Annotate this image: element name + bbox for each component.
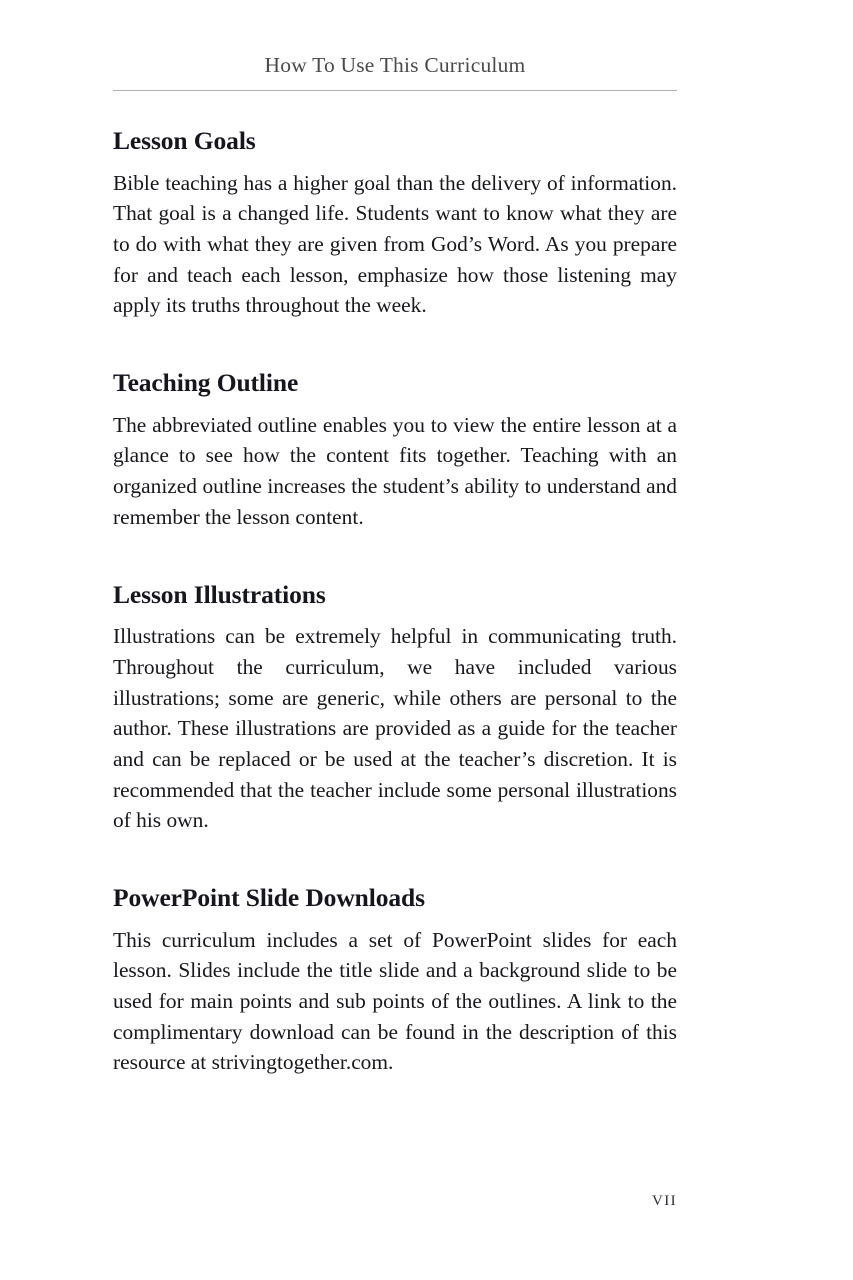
page-folio [113, 1192, 677, 1210]
page-number: VII [651, 1193, 677, 1209]
section-lesson-illustrations [113, 580, 677, 837]
section-heading: Lesson Illustrations [113, 579, 326, 609]
section-paragraph: Illustrations can be extremely helpful in communicating truth. Throughout the curriculum, we have included various illustrations; some are generic, while others are personal to the author. These illustrations are provided as a guide for the teacher and can be replaced or be used at the teacher’s discretion. It is recommended that the teacher include some personal illustrations of his own. [113, 624, 677, 833]
section-teaching-outline [113, 368, 677, 532]
section-paragraph: This curriculum includes a set of PowerPoint slides for each lesson. Slides include the title slide and a background slide to be used for main points and sub points of the outlines. A link to the complimentary download can be found in the description of this resource at strivingtogether.com. [113, 927, 677, 1075]
section-heading: Teaching Outline [113, 368, 299, 398]
header-divider-rule [113, 90, 677, 91]
section-heading: Lesson Goals [113, 126, 256, 155]
section-paragraph: The abbreviated outline enables you to view the entire lesson at a glance to see how the content fits together. Teaching with an organized outline increases the student’s ability to understand and remember the lesson content. [113, 412, 677, 529]
section-powerpoint-slide-downloads [113, 883, 677, 1078]
section-heading: PowerPoint Slide Downloads [113, 883, 425, 913]
section-lesson-goals [113, 126, 677, 321]
running-header-title: How To Use This Curriculum [264, 53, 526, 77]
section-paragraph: Bible teaching has a higher goal than the delivery of information. That goal is a changed life. Students want to know what they are to do with what they are given from God’s Word. As you prepare for and teach each lesson, emphasize how those listening may apply its truths throughout the week. [113, 170, 677, 318]
page-content [113, 126, 677, 1078]
running-header [113, 54, 677, 78]
